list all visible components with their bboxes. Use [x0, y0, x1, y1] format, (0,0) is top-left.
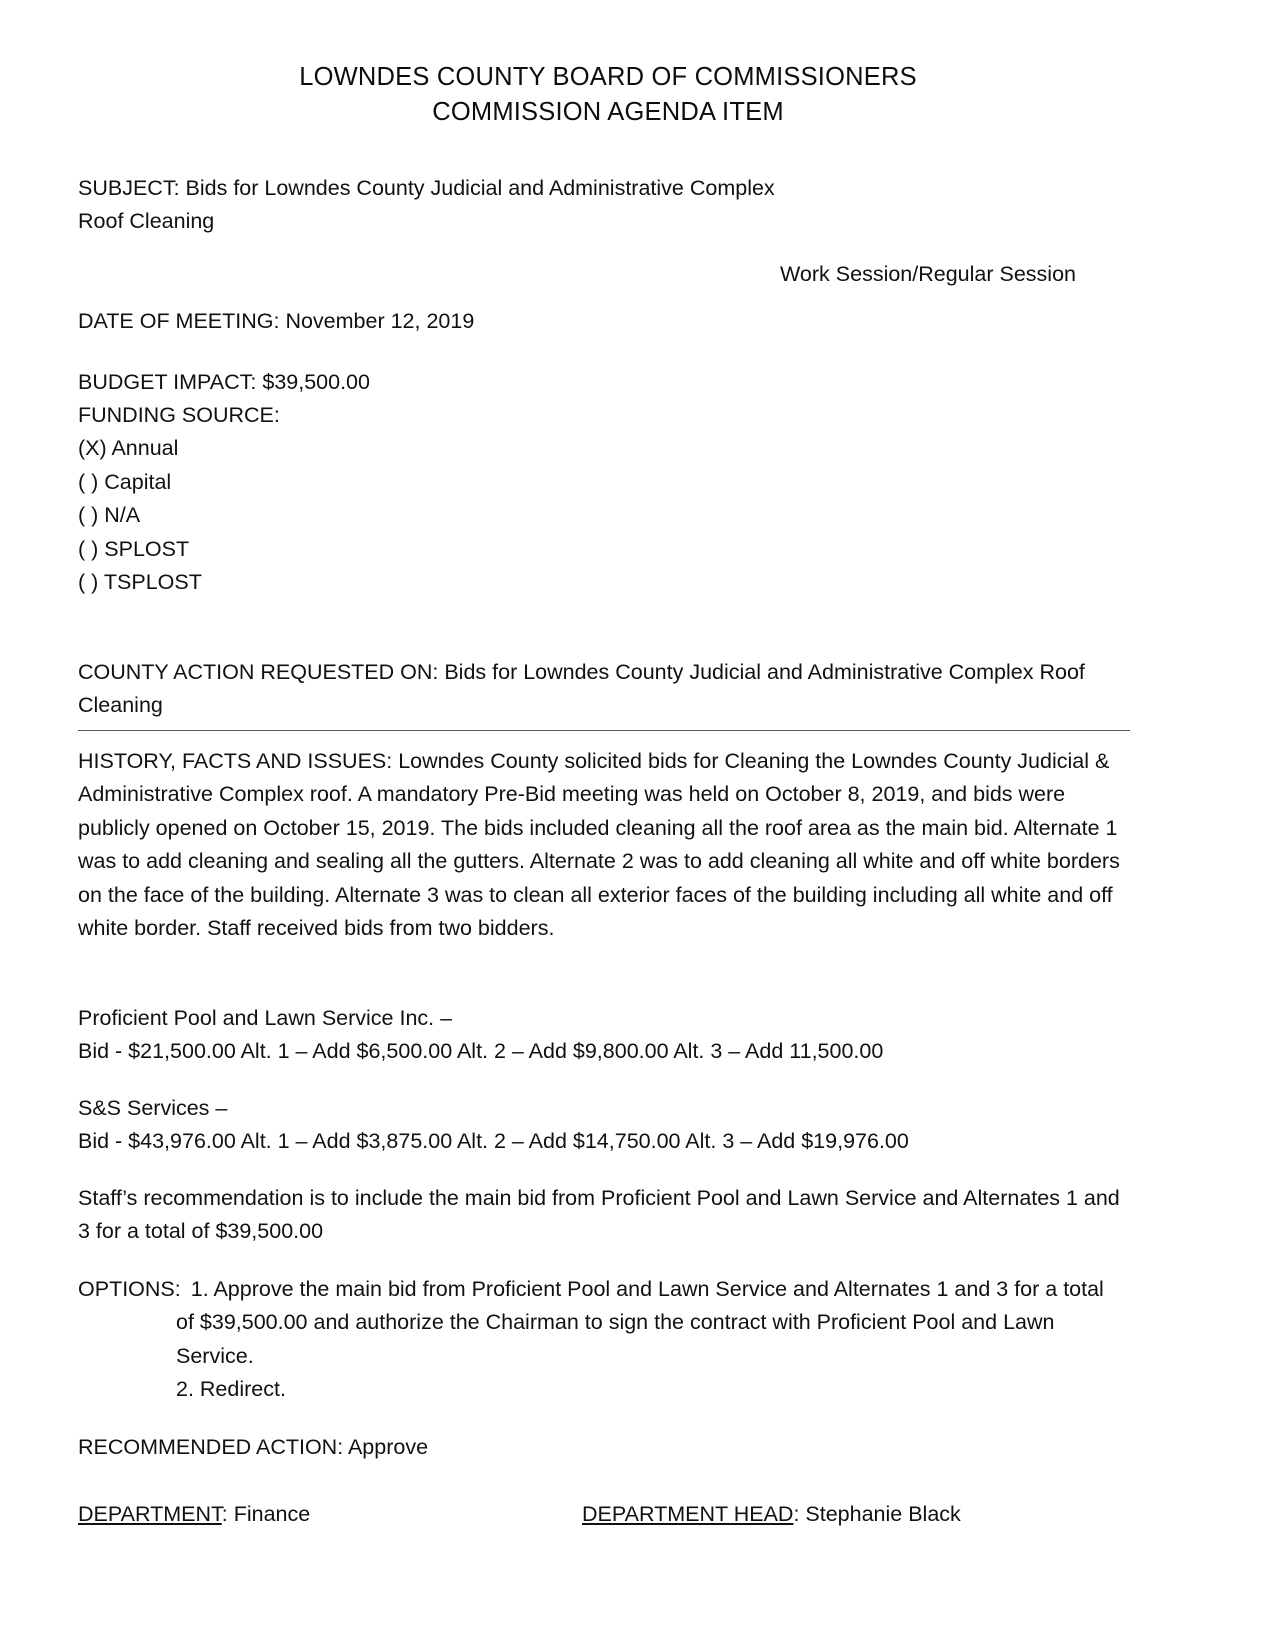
section-divider: [78, 730, 1130, 731]
funding-option-capital-label: Capital: [104, 469, 172, 494]
footer-signature-row: [78, 1498, 1138, 1531]
staff-recommendation: Staff’s recommendation is to include the main bid from Proficient Pool and Lawn Service and Alternates 1 and 3 for a total of $39,500.00: [78, 1185, 1120, 1243]
subject-line-1: SUBJECT: Bids for Lowndes County Judicial and Administrative Complex: [78, 176, 775, 200]
funding-option-capital-mark: ( ): [78, 469, 99, 494]
bidder-2-name: S&S Services –: [78, 1095, 228, 1120]
option-1-line-1[interactable]: 1. Approve the main bid from Proficient Pool and Lawn Service and Alternates 1 and 3 for a total: [190, 1276, 1104, 1301]
funding-option-na[interactable]: [78, 499, 1138, 533]
bidder-2-bid-line: Bid - $43,976.00 Alt. 1 – Add $3,875.00 Alt. 2 – Add $14,750.00 Alt. 3 – Add $19,976.00: [78, 1128, 909, 1153]
document-title-line-2: COMMISSION AGENDA ITEM: [432, 98, 784, 126]
options-section: [78, 1273, 1138, 1307]
document-title-line-1: LOWNDES COUNTY BOARD OF COMMISSIONERS: [299, 63, 917, 91]
funding-option-na-label: N/A: [104, 503, 141, 527]
funding-option-tsplost[interactable]: [78, 566, 1138, 600]
funding-option-annual-mark: (X): [78, 436, 107, 460]
funding-option-na-mark: ( ): [78, 503, 99, 527]
document-content: [78, 60, 1138, 1531]
date-of-meeting: DATE OF MEETING: November 12, 2019: [78, 309, 475, 333]
bidder-1-name: Proficient Pool and Lawn Service Inc. –: [78, 1005, 453, 1030]
funding-option-splost-label: SPLOST: [104, 536, 190, 561]
funding-option-annual-label: Annual: [111, 436, 179, 460]
budget-impact: BUDGET IMPACT: $39,500.00: [78, 370, 370, 394]
funding-option-annual[interactable]: [78, 432, 1138, 466]
funding-option-splost[interactable]: [78, 533, 1138, 567]
funding-option-tsplost-label: TSPLOST: [103, 570, 202, 594]
department-head-field: [582, 1498, 1138, 1531]
history-facts-and-issues: HISTORY, FACTS AND ISSUES: Lowndes County solicited bids for Cleaning the Lowndes County Judicial & Administrative Complex roof. A mandatory Pre-Bid meeting was held on October 8, 2019, and bids were publicly opened on October 15, 2019. The bids included cleaning all the roof area as the main bid. Alternate 1 was to add cleaning and sealing all the gutters. Alternate 2 was to add cleaning all white and off white borders on the face of the building. Alternate 3 was to clean all exterior faces of the building including all white and off white border. Staff received bids from two bidders.: [78, 748, 1120, 940]
option-1-line-3: Service.: [176, 1343, 254, 1368]
subject-line-2: Roof Cleaning: [78, 209, 215, 233]
funding-source-options: [78, 432, 1138, 600]
department-head-value: : Stephanie Black: [793, 1501, 961, 1526]
funding-option-splost-mark: ( ): [78, 536, 99, 561]
options-label: OPTIONS:: [78, 1276, 181, 1301]
session-note: Work Session/Regular Session: [780, 262, 1076, 286]
funding-option-tsplost-mark: ( ): [78, 570, 99, 594]
department-head-label: DEPARTMENT HEAD: [582, 1501, 794, 1526]
department-value: : Finance: [221, 1501, 311, 1526]
county-action-line-1: COUNTY ACTION REQUESTED ON: Bids for Lowndes County Judicial and Administrative Complex Roof: [78, 659, 1085, 684]
county-action-line-2: Cleaning: [78, 692, 163, 717]
funding-source-label: FUNDING SOURCE:: [78, 403, 280, 427]
recommended-action: RECOMMENDED ACTION: Approve: [78, 1434, 429, 1459]
department-field: [78, 1498, 582, 1531]
option-2[interactable]: 2. Redirect.: [176, 1377, 286, 1401]
department-label: DEPARTMENT: [78, 1501, 222, 1526]
bidder-1-bid-line: Bid - $21,500.00 Alt. 1 – Add $6,500.00 Alt. 2 – Add $9,800.00 Alt. 3 – Add 11,500.00: [78, 1038, 884, 1063]
funding-option-capital[interactable]: [78, 466, 1138, 500]
option-1-line-2: of $39,500.00 and authorize the Chairman to sign the contract with Proficient Pool and Lawn: [176, 1310, 1055, 1334]
